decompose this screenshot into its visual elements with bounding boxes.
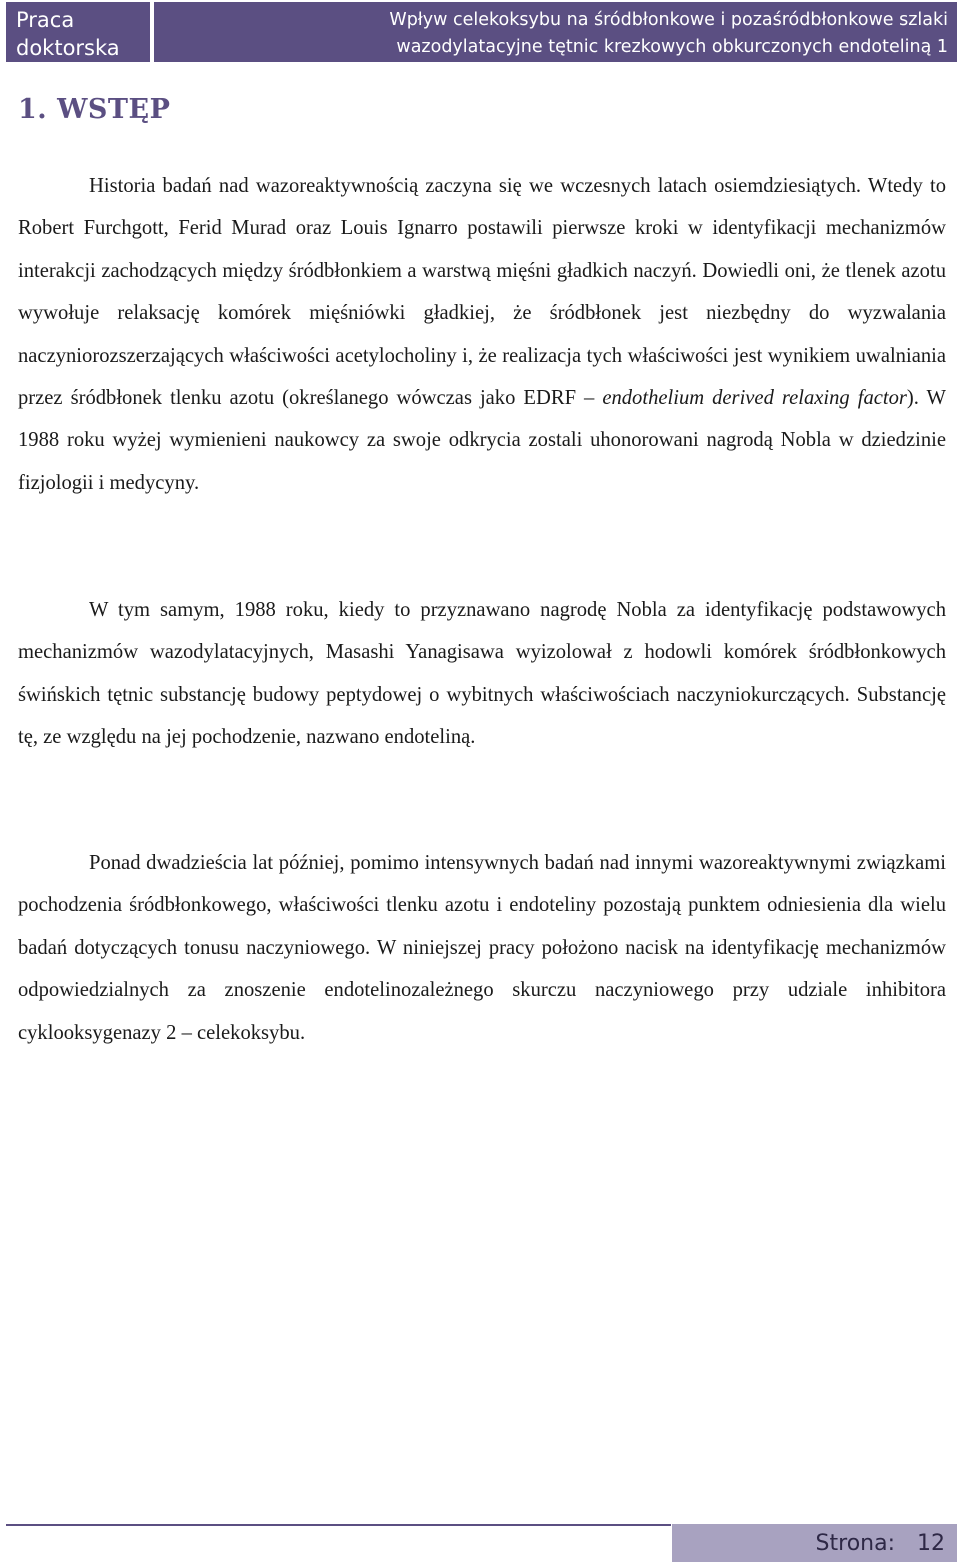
paragraph-history-text-a: Historia badań nad wazoreaktywnością zaczyna się we wczesnych latach osiemdziesiątych. Wtedy to Robert Furchgott, Ferid Murad oraz Louis Ignarro postawili pierwsze kroki w identyfikacji mechanizmów interakcji zachodzących między śródbłonkiem a warstwą mięśni gładkich naczyń. Dowiedli oni, że tlenek azotu wywołuje relaksację komórek mięśniówki gładkiej, że śródbłonek jest niezbędny do wyzwalania naczyniorozszerzających właściwości acetylocholiny i, że realizacja tych właściwości jest wynikiem uwalniania przez śródbłonek tlenku azotu (określanego wówczas jako EDRF – bbox=[18, 175, 946, 410]
paragraph-endothelin-discovery: W tym samym, 1988 roku, kiedy to przyznawano nagrodę Nobla za identyfikację podstawowych mechanizmów wazodylatacyjnych, Masashi Yanagisawa wyizolował z hodowli komórek śródbłonkowych świńskich tętnic substancję budowy peptydowej o wybitnych właściwościach naczyniokurczących. Substancję tę, ze względu na jej pochodzenie, nazwano endoteliną. bbox=[18, 599, 946, 749]
header-title-line2: wazodylatacyjne tętnic krezkowych obkurczonych endoteliną 1 bbox=[396, 37, 948, 57]
header-thesis-title bbox=[154, 2, 957, 62]
footer-rule bbox=[6, 1524, 671, 1526]
header-document-type bbox=[6, 2, 150, 62]
page-label: Strona: bbox=[815, 1530, 895, 1556]
page-number: 12 bbox=[917, 1530, 945, 1556]
page-footer bbox=[6, 1524, 957, 1562]
header-left-line2: doktorska bbox=[16, 36, 120, 60]
section-heading: 1. WSTĘP bbox=[18, 94, 171, 125]
page-header bbox=[6, 2, 957, 62]
header-title-line1: Wpływ celekoksybu na śródbłonkowe i pozaśródbłonkowe szlaki bbox=[389, 10, 948, 30]
paragraph-history bbox=[18, 165, 946, 504]
paragraph-research-aim: Ponad dwadzieścia lat później, pomimo intensywnych badań nad innymi wazoreaktywnymi związkami pochodzenia śródbłonkowego, właściwości tlenku azotu i endoteliny pozostają punktem odniesienia dla wielu badań dotyczących tonusu naczyniowego. W niniejszej pracy położono nacisk na identyfikację mechanizmów odpowiedzialnych za znoszenie endotelinozależnego skurczu naczyniowego przy udziale inhibitora cyklooksygenazy 2 – celekoksybu. bbox=[18, 852, 946, 1044]
header-left-line1: Praca bbox=[16, 8, 75, 32]
paragraph-history-italic-term: endothelium derived relaxing factor bbox=[602, 387, 907, 410]
page-number-box bbox=[672, 1524, 957, 1562]
paragraph-history-text-b: ). W 1988 roku wyżej wymienieni naukowcy za swoje odkrycia zostali uhonorowani nagrodą Nobla w dziedzinie fizjologii i medycyny. bbox=[18, 387, 946, 494]
